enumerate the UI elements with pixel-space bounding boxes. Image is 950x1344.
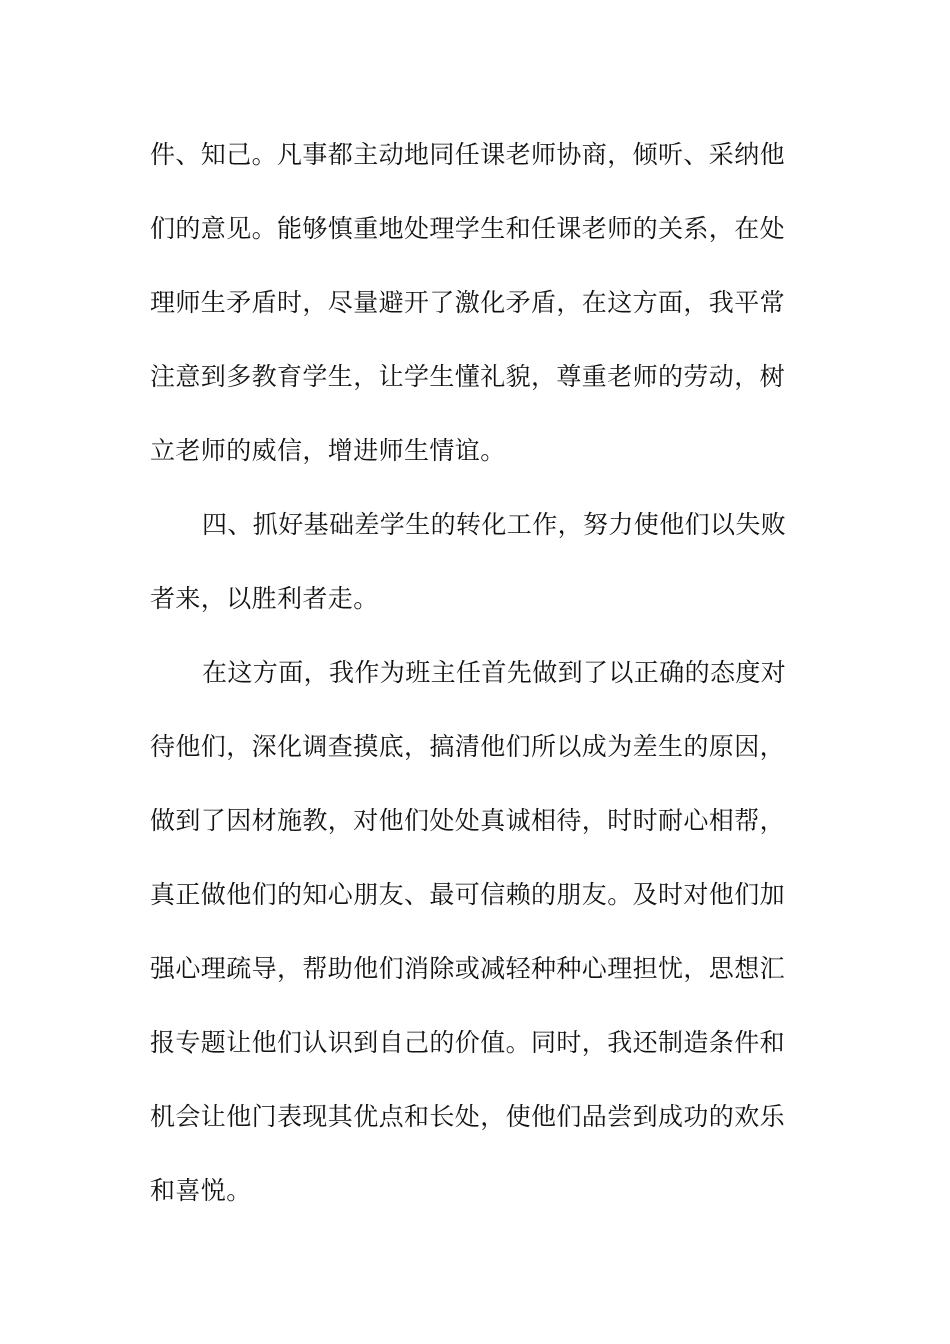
text-line: 待他们，深化调查摸底，搞清他们所以成为差生的原因，	[150, 732, 786, 761]
paragraph-first-line: 在这方面，我作为班主任首先做到了以正确的态度对	[202, 658, 787, 687]
text-line: 报专题让他们认识到自己的价值。同时，我还制造条件和	[150, 1028, 786, 1057]
text-line: 机会让他门表现其优点和长处，使他们品尝到成功的欢乐	[150, 1102, 786, 1131]
text-line: 立老师的威信，增进师生情谊。	[150, 436, 506, 465]
text-line: 理师生矛盾时，尽量避开了激化矛盾，在这方面，我平常	[150, 288, 786, 317]
text-line: 件、知己。凡事都主动地同任课老师协商，倾听、采纳他	[150, 140, 786, 169]
section-heading-line: 四、抓好基础差学生的转化工作，努力使他们以失败	[202, 510, 787, 539]
document-body	[150, 118, 790, 1228]
text-line: 做到了因材施教，对他们处处真诚相待，时时耐心相帮，	[150, 806, 786, 835]
text-line: 们的意见。能够慎重地处理学生和任课老师的关系，在处	[150, 214, 786, 243]
text-line: 真正做他们的知心朋友、最可信赖的朋友。及时对他们加	[150, 880, 786, 909]
text-line: 者来，以胜利者走。	[150, 584, 379, 613]
text-line: 和喜悦。	[150, 1176, 252, 1205]
text-line: 强心理疏导，帮助他们消除或减轻种种心理担忧，思想汇	[150, 954, 786, 983]
text-line: 注意到多教育学生，让学生懂礼貌，尊重老师的劳动，树	[150, 362, 786, 391]
